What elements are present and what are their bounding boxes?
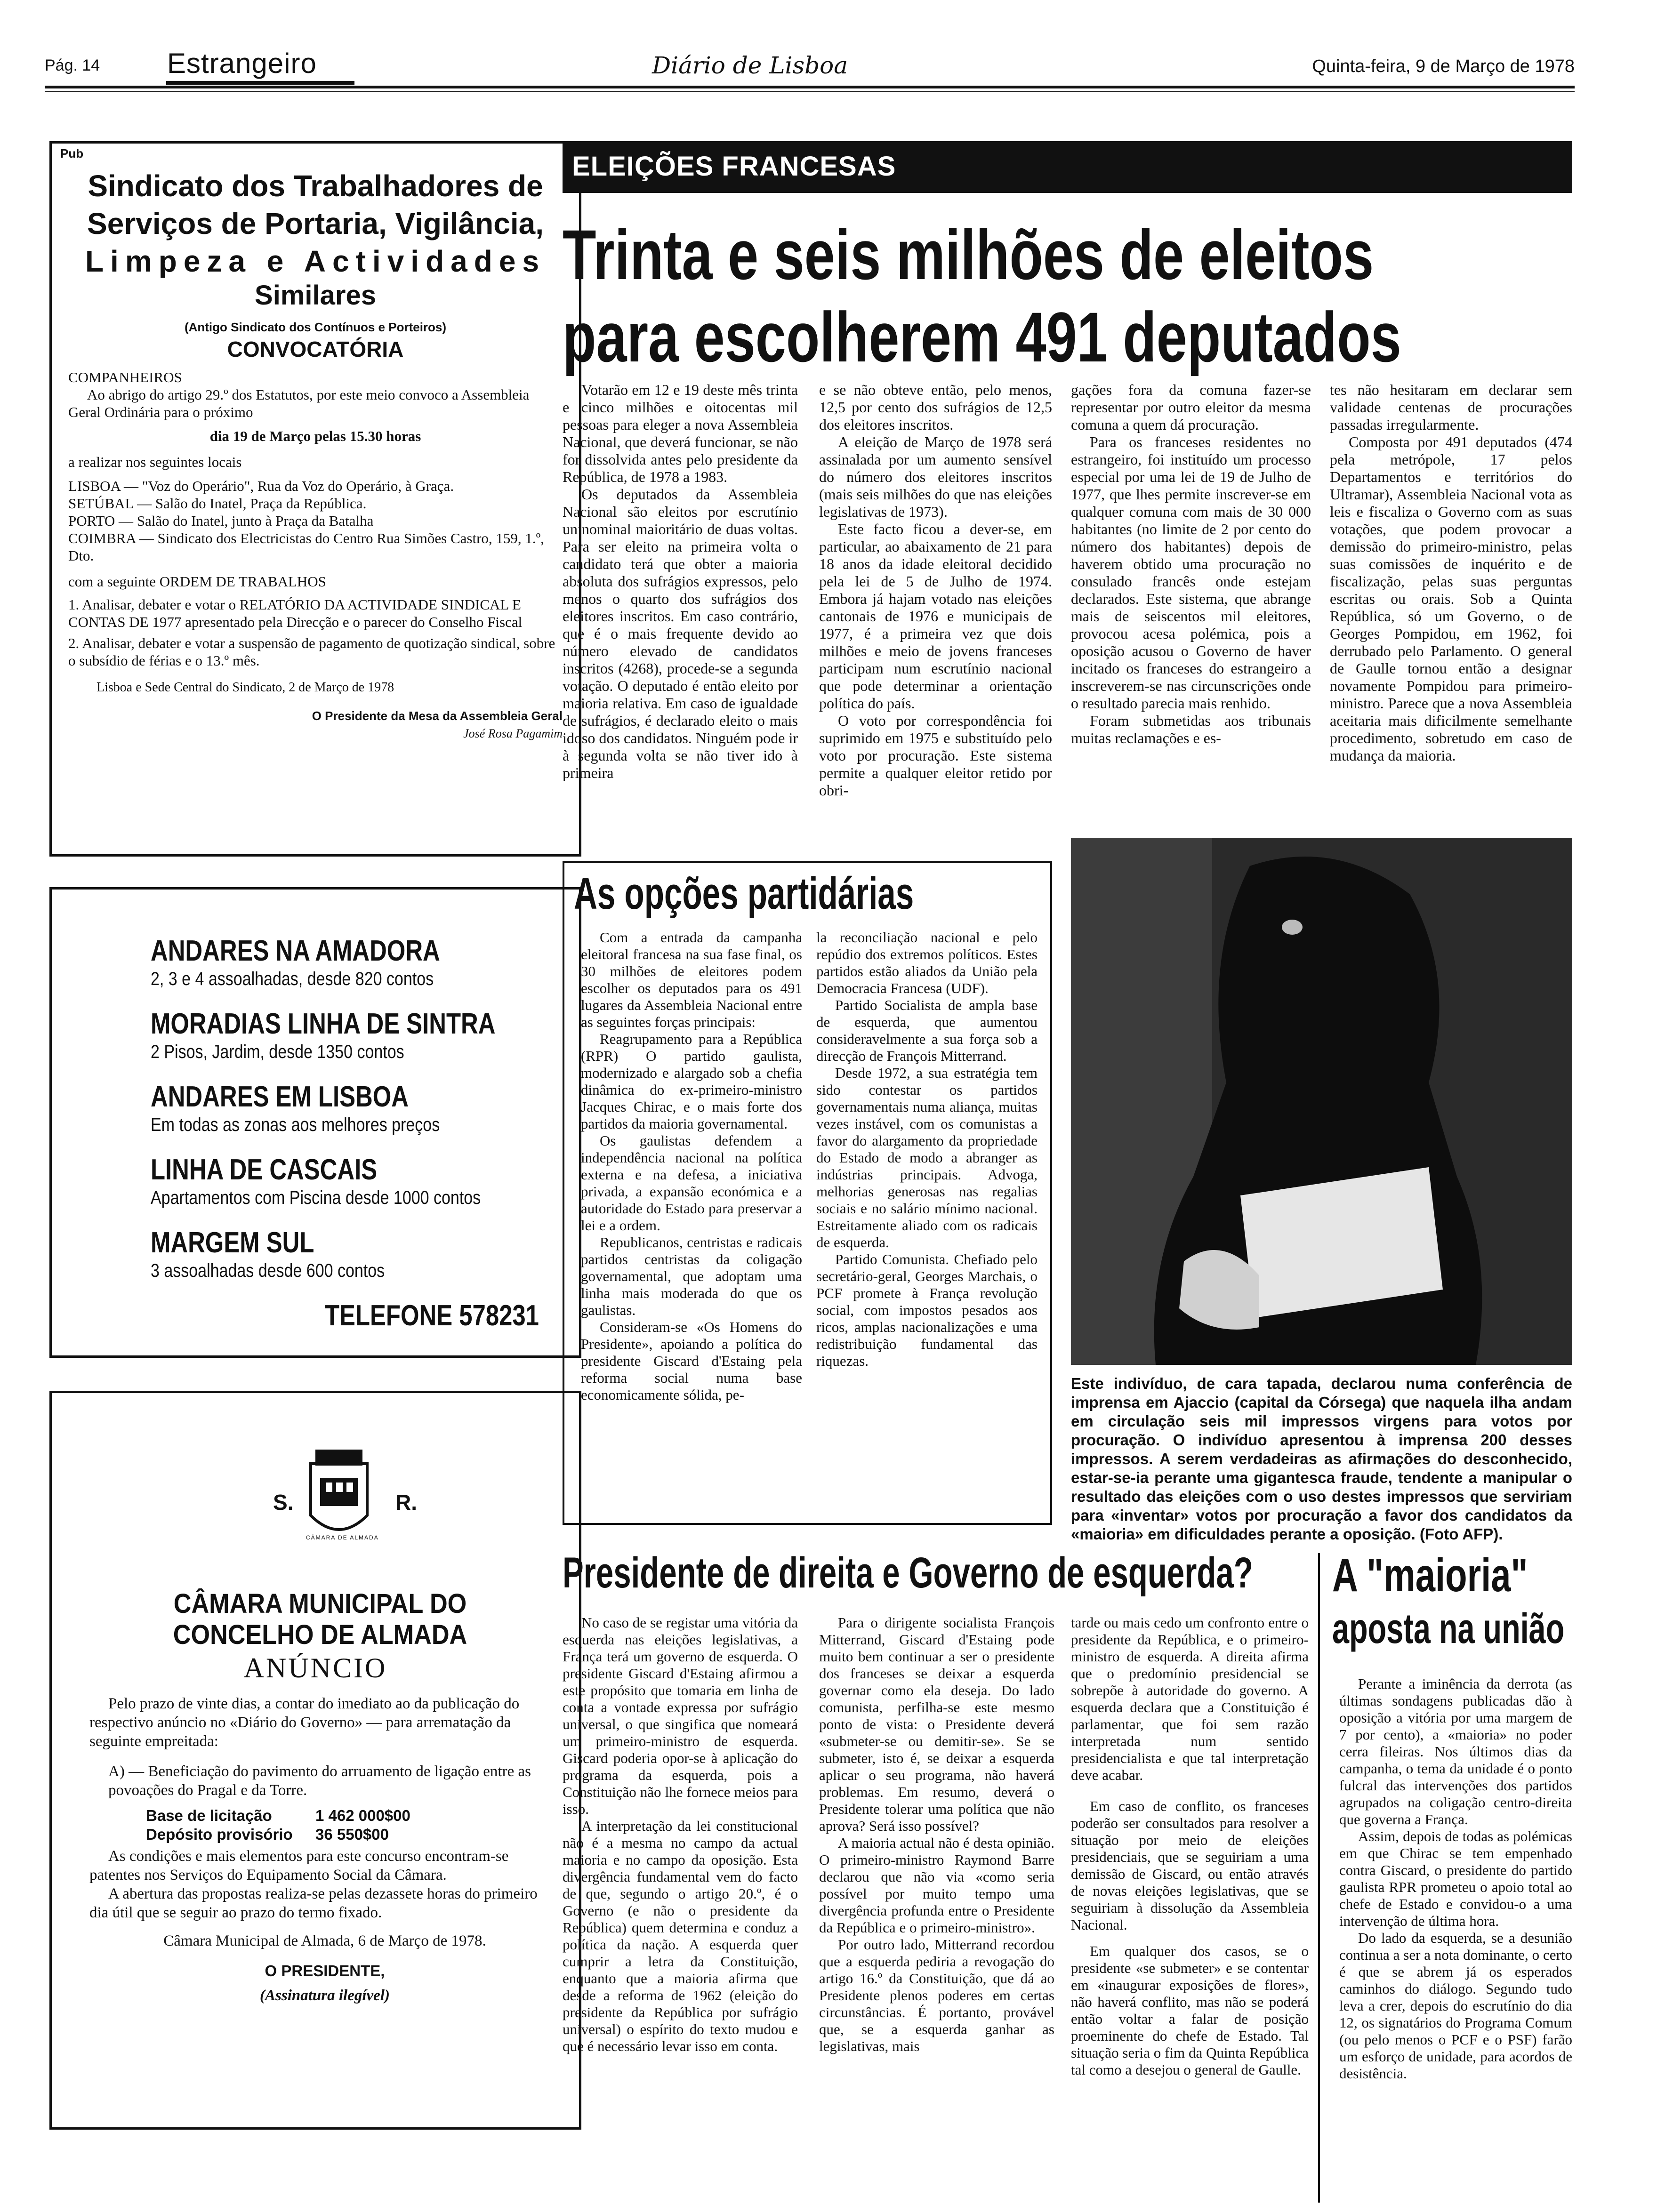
issue-date: Quinta-feira, 9 de Março de 1978 (1312, 56, 1575, 76)
sidebar-headline: As opções partidárias (574, 868, 914, 919)
paragraph: Assim, depois de todas as polémicas em que Chirac se tem empenhado contra Giscard, o presidente do partido gaulista RPR prometeu o apoio total ao chefe de Estado e convidou-o a uma intervenção de última hora. (1339, 1828, 1572, 1929)
paragraph: la reconciliação nacional e pelo repúdio dos extremos políticos. Estes partidos estão aliados da União pela Democracia Francesa (UDF). (816, 929, 1038, 996)
paragraph: tes não hesitaram em declarar sem validade centenas de procurações passadas irregularmente. (1330, 381, 1572, 433)
signature: (Assinatura ilegível) (260, 1987, 390, 2004)
section-name: Estrangeiro (167, 48, 317, 79)
paragraph: Votarão em 12 e 19 deste mês trinta e cinco milhões e oitocentas mil pessoas para eleger a nova Assembleia Nacional, que deverá funcionar, se não for dissolvida antes pelo presidente da República, de 1978 a 1983. (563, 381, 798, 485)
paragraph: Para os franceses residentes no estrangeiro, foi instituído um processo especial por uma lei de 19 de Julho de 1977, que lhes permite inscrever-se em qualquer comuna com mais de 30 000 habitantes (no limite de 2 por cento do número dos habitantes) depois de haverem obtido uma procuração no consulado francês onde estejam declarados. Este sistema, que abrange mais de seiscentos mil eleitores, provocou acesa polémica, pois a oposição acusou o Governo de haver incitado os franceses do estrangeiro a inscreverem-se nas circunscrições onde o resultado parecia mais renhido. (1071, 433, 1311, 712)
listing-title: ANDARES EM LISBOA (151, 1081, 409, 1113)
listing-detail: Apartamentos com Piscina desde 1000 contos (151, 1187, 481, 1208)
listing-detail: 3 assoalhadas desde 600 contos (151, 1260, 385, 1281)
listing-detail: 2, 3 e 4 assoalhadas, desde 820 contos (151, 969, 434, 989)
president-column-1 (563, 1614, 798, 2200)
sidebar-column-2 (816, 929, 1038, 1517)
paragraph: A eleição de Março de 1978 será assinalada por um aumento sensível do número dos eleitores inscritos (mais seis milhões do que nas eleições legislativas de 1973). (819, 433, 1052, 520)
agenda-item: 1. Analisar, debater e votar o RELATÓRIO DA ACTIVIDADE SINDICAL E CONTAS DE 1977 apresentado pela Direcção e o parecer do Conselho Fiscal (68, 596, 523, 630)
place-item: PORTO — Salão do Inatel, junto à Praça da Batalha (68, 513, 374, 529)
paragraph: Em caso de conflito, os franceses poderão ser consultados para resolver a situação por meio de eleições presidenciais, que se seguiriam a uma demissão de Giscard, ou então através de novas eleições legislativas, que se seguiriam à dissolução da Assembleia Nacional. (1071, 1798, 1309, 1933)
paragraph: No caso de se registar uma vitória da esquerda nas eleições legislativas, a França terá um governo de esquerda. O presidente Giscard d'Estaing afirmou a este propósito que tomaria em linha de conta a vontade expressa por sufrágio universal, o que singifica que nomeará um primeiro-ministro de esquerda. Giscard poderia opor-se à aplicação do programa da esquerda, pois a Constituição não lhe fornece meios para isso. (563, 1614, 798, 1817)
listing-title: LINHA DE CASCAIS (151, 1154, 378, 1186)
paragraph: O voto por correspondência foi suprimido em 1975 e substituído pelo voto por procuração. Este sistema permite a qualquer eleitor retido por obri- (819, 712, 1052, 799)
main-column-3 (1071, 381, 1311, 833)
place-date: Câmara Municipal de Almada, 6 de Março de 1978. (163, 1932, 486, 1949)
union-former-name: (Antigo Sindicato dos Contínuos e Porteiros) (184, 320, 447, 334)
seal-right-letter: R. (395, 1490, 417, 1515)
intro: Ao abrigo do artigo 29.º dos Estatutos, por este meio convoco a Assembleia Geral Ordinária para o próximo (68, 386, 530, 420)
union-name-line4: Similares (255, 280, 376, 311)
seal-left-letter: S. (273, 1490, 294, 1515)
masthead-rule (45, 86, 1575, 88)
paragraph: Do lado da esquerda, se a desunião continua a ser a nota dominante, o certo é que se abrem já os esperados caminhos do diálogo. Segundo tudo leva a crer, depois do escrutínio do dia 12, os signatários do Programa Comum (ou pelo menos o PCF e o PSF) farão um esforço de unidade, para acordos de desistência. (1339, 1930, 1572, 2082)
president-column-3 (1071, 1614, 1309, 2200)
paragraph: Os deputados da Assembleia Nacional são eleitos por escrutínio uninominal maioritário de duas voltas. Para ser eleito na primeira volta o candidato terá que obter a maioria absoluta dos sufrágios expressos, pelo menos o quarto dos sufrágios dos eleitores inscritos. Em caso contrário, que é o mais frequente devido ao número elevado de candidatos inscritos (4268), procede-se a segunda votação. O deputado é então eleito por maioria relativa. Em caso de igualdade de sufrágios, é declarado eleito o mais idoso dos candidatos. Ninguém pode ir à segunda volta se não tiver ido à primeira (563, 486, 798, 781)
union-name-line3: Limpeza e Actividades (85, 244, 546, 278)
main-column-4 (1330, 381, 1572, 824)
paragraph: Reagrupamento para a República (RPR) O partido gaulista, modernizado e alargado sob a chefia dinâmica do ex-primeiro-ministro Jacques Chirac, e o mais forte dos partidos da maioria governamental. (581, 1031, 802, 1132)
ad-tag: Pub (60, 146, 84, 160)
signer-name: José Rosa Pagamim (463, 727, 563, 740)
main-column-1 (563, 381, 798, 842)
place-date: Lisboa e Sede Central do Sindicato, 2 de Março de 1978 (97, 680, 394, 695)
listing-title: ANDARES NA AMADORA (151, 935, 440, 967)
paragraph: Composta por 491 deputados (474 pela metrópole, 17 pelos Departamentos e territórios do Ultramar), Assembleia Nacional vota as leis e fiscaliza o Governo com as suas votações, que podem provocar a demissão do primeiro-ministro, pelas suas comissões de inquérito e de fiscalização, pelas suas perguntas escritas ou orais. Sob a Quinta República, só um Governo, o de Georges Pompidou, em 1962, foi derrubado pelo Parlamento. O general de Gaulle tornou então a designar novamente Pompidou para primeiro-ministro. Parece que a nova Assembleia aceitaria mais dificilmente semelhante procedimento, sobretudo em caso de mudança da maioria. (1330, 433, 1572, 764)
base-bid-row (146, 1806, 560, 1825)
meeting-time: dia 19 de Março pelas 15.30 horas (209, 428, 421, 444)
section-underline (166, 81, 354, 85)
president-column-2 (819, 1614, 1054, 2200)
announcement-text: A abertura das propostas realiza-se pelas dezassete horas do primeiro dia útil que se seguir ao prazo do termo fixado. (89, 1885, 538, 1921)
paragraph: Em qualquer dos casos, se o presidente «se submeter» e se contentar em «inaugurar exposições de flores», não haverá conflito, mas não se poderá então voltar a falar de posição proeminente do chefe de Estado. Tal situação seria o fim da Quinta República tal como a desejou o general de Gaulle. (1071, 1943, 1309, 2078)
sidebar-column-1 (581, 929, 802, 1517)
base-bid-label: Base de licitação (146, 1807, 272, 1824)
paragraph: Este facto ficou a dever-se, em particular, ao abaixamento de 21 para 18 anos da idade eleitoral decidido pela lei de 5 de Julho de 1974. Embora já hajam votado nas eleições cantonais de 1976 e municipais de 1977, é a primeira vez que dois milhões e meio de jovens franceses participam num escrutínio nacional que pode determinar a orientação política do país. (819, 521, 1052, 712)
work-item: A) — Beneficiação do pavimento do arruamento de ligação entre as povoações do Pragal e da Torre. (108, 1763, 531, 1799)
paragraph: e se não obteve então, pelo menos, 12,5 por cento dos sufrágios de 12,5 dos eleitores inscritos. (819, 381, 1052, 433)
signer-title: O PRESIDENTE, (265, 1962, 385, 1980)
paragraph: tarde ou mais cedo um confronto entre o presidente da República, e o primeiro-ministro de esquerda. A direita afirma que o predomínio presidencial se sobrepõe à autoridade do governo. A esquerda declara que a Constituição é parlamentar, que foi sem razão interpretada num sentido presidencialista e que tal interpretação deve acabar. (1071, 1614, 1309, 1783)
paragraph: Partido Comunista. Chefiado pelo secretário-geral, Georges Marchais, o PCF promete à França revolução social, com impostos pesados aos ricos, amplas nacionalizações e uma redistribuição fundamental das riquezas. (816, 1251, 1038, 1369)
paragraph: Perante a iminência da derrota (as últimas sondagens publicadas dão à oposição a vitória por uma margem de 7 por cento), a «maioria» no poder cerra fileiras. Nos últimos dias da campanha, o tema da unidade é o ponto fulcral das intervenções dos partidos agrupados na coligação centro-direita que governa a França. (1339, 1675, 1572, 1827)
column-rule (1318, 1553, 1320, 2203)
deposit-row (146, 1825, 560, 1844)
phone-number: TELEFONE 578231 (325, 1299, 539, 1332)
paragraph: Foram submetidas aos tribunais muitas reclamações e es- (1071, 712, 1311, 746)
main-headline-line2: para escolherem 491 deputados (563, 297, 1401, 377)
announcement-heading: ANÚNCIO (243, 1652, 387, 1683)
union-name-line1: Sindicato dos Trabalhadores de (88, 169, 543, 203)
paragraph: A interpretação da lei constitucional não é a mesma no campo da actual maioria e no campo da oposição. Esta divergência fundamental vem do facto de que, segundo o artigo 20.º, é o Governo (e não o presidente da República) quem determina e conduz a política da nação. A esquerda quer cumprir a letra da Constituição, enquanto que a maioria afirma que desde a reforma de 1962 (eleição do presidente da República por sufrágio universal) o espírito do texto mudou e que é necessário levar isso em conta. (563, 1818, 798, 2054)
photo-caption: Este indivíduo, de cara tapada, declarou numa conferência de imprensa em Ajaccio (capital da Córsega) que naquela ilha andam em circulação seis mil impressos virgens para votos por procuração. O indivíduo apresentou à imprensa 200 desses impressos. A serem verdadeiras as afirmações do desconhecido, estar-se-ia perante uma gigantesca fraude, tendente a manipular o resultado das eleições com o uso destes impressos que serviriam para «inventar» votos por procuração a favor dos candidatos da «maioria» em dificuldades perante a oposição. (Foto AFP). (1071, 1375, 1572, 1543)
paragraph: Com a entrada da campanha eleitoral francesa na sua fase final, os 30 milhões de eleitores podem escolher os deputados para os 491 lugares da Assembleia Nacional entre as seguintes forças principais: (581, 929, 802, 1030)
paragraph: Os gaulistas defendem a independência nacional na política externa e na defesa, a iniciativa privada, a expansão económica e a autoridade do Estado para preservar a lei e a ordem. (581, 1132, 802, 1234)
deposit-value: 36 550$00 (315, 1826, 389, 1843)
place-item: LISBOA — "Voz do Operário", Rua da Voz do Operário, à Graça. (68, 478, 454, 494)
section-kicker: ELEIÇÕES FRANCESAS (563, 141, 1572, 193)
president-headline: Presidente de direita e Governo de esquerda? (563, 1549, 1253, 1597)
municipal-seal-icon (297, 1445, 381, 1548)
paragraph: Republicanos, centristas e radicais partidos centristas da coligação governamental, que adoptam uma linha mais moderada do que os gaulistas. (581, 1234, 802, 1318)
union-name (52, 167, 579, 311)
base-bid-value: 1 462 000$00 (315, 1807, 410, 1824)
agenda-intro: com a seguinte ORDEM DE TRABALHOS (68, 573, 326, 590)
paragraph: gações fora da comuna fazer-se representar por outro eleitor da mesma comuna a quem dá procuração. (1071, 381, 1311, 433)
seal-caption: CÂMARA DE ALMADA (306, 1534, 379, 1541)
council-name: CÂMARA MUNICIPAL DO CONCELHO DE ALMADA (173, 1588, 467, 1650)
majority-headline-line2: aposta na união (1332, 1605, 1565, 1652)
signer-title: O Presidente da Mesa da Assembleia Geral (312, 709, 563, 723)
listing-detail: Em todas as zonas aos melhores preços (151, 1114, 440, 1135)
union-name-line2: Serviços de Portaria, Vigilância, (87, 207, 544, 240)
salute: COMPANHEIROS (68, 369, 182, 385)
page-number: Pág. 14 (45, 56, 100, 74)
masthead-rule-thin (45, 91, 1575, 92)
notice-body (68, 369, 563, 742)
hooded-figure-image (1071, 838, 1572, 1365)
notice-heading: CONVOCATÓRIA (227, 337, 404, 361)
majority-column (1339, 1675, 1572, 2200)
announcement-text: As condições e mais elementos para este concurso encontram-se patentes nos Serviços do Equipamento Social da Câmara. (89, 1848, 509, 1883)
news-photo (1071, 838, 1572, 1365)
main-headline-line1: Trinta e seis milhões de eleitos (563, 215, 1374, 294)
agenda-item: 2. Analisar, debater e votar a suspensão de pagamento de quotização sindical, sobre o subsídio de férias e o 13.º mês. (68, 635, 555, 669)
party-options-sidebar (563, 861, 1052, 1525)
main-column-2 (819, 381, 1052, 842)
masthead (45, 38, 1575, 89)
municipal-notice-ad (49, 1391, 581, 2130)
paragraph: Para o dirigente socialista François Mitterrand, Giscard d'Estaing pode muito bem continuar a ser o presidente dos franceses se deixar a esquerda governar como ela deseja. Do lado comunista, perfilha-se este mesmo ponto de vista: o Presidente deverá «submeter-se ou demitir-se». Se se submeter, isto é, se deixar a esquerda aplicar o seu programa, não haverá problemas. Em resumo, deverá o Presidente tolerar uma política que não aprova? Será isso possível? (819, 1614, 1054, 1834)
place-item: COIMBRA — Sindicato dos Electricistas do Centro Rua Simões Castro, 159, 1.º, Dto. (68, 530, 545, 564)
announcement-body (89, 1694, 560, 2005)
majority-headline-line1: A "maioria" (1332, 1549, 1528, 1602)
paragraph: A maioria actual não é desta opinião. O primeiro-ministro Raymond Barre declarou que não via «como seria possível por muito tempo uma divergência profunda entre o Presidente da República e o primeiro-ministro». (819, 1835, 1054, 1936)
listing-title: MARGEM SUL (151, 1226, 314, 1259)
paragraph: Por outro lado, Mitterrand recordou que a esquerda pediria a revogação do artigo 16.º da Constituição, que dá ao Presidente plenos poderes em certas circunstâncias. É portanto, provável que, se a esquerda ganhar as legislativas, mais (819, 1936, 1054, 2054)
paragraph: Desde 1972, a sua estratégia tem sido contestar os partidos governamentais numa aliança, muitas vezes instável, com os comunistas a favor do alargamento da propriedade do Estado de modo a abranger as indústrias principais. Advoga, melhorias generosas nas regalias sociais e no salário mínimo nacional. Estreitamente aliado com os radicais de esquerda. (816, 1065, 1038, 1250)
paragraph: Partido Socialista de ampla base de esquerda, que aumentou consideravelmente a sua força sob a direcção de François Mitterrand. (816, 997, 1038, 1064)
announcement-text: Pelo prazo de vinte dias, a contar do imediato ao da publicação do respectivo anúncio no «Diário do Governo» — para arrematação da seguinte empreitada: (89, 1695, 520, 1750)
newspaper-title: Diário de Lisboa (652, 52, 848, 79)
listing-title: MORADIAS LINHA DE SINTRA (151, 1008, 496, 1040)
place-item: SETÚBAL — Salão do Inatel, Praça da República. (68, 495, 367, 512)
deposit-label: Depósito provisório (146, 1826, 293, 1843)
listing-detail: 2 Pisos, Jardim, desde 1350 contos (151, 1042, 404, 1062)
real-estate-ad (49, 887, 581, 1358)
paragraph: Consideram-se «Os Homens do Presidente», apoiando a política do presidente Giscard d'Estaing pela reforma social numa base economicamente sólida, pe- (581, 1319, 802, 1403)
union-notice-ad (49, 141, 581, 857)
places-intro: a realizar nos seguintes locais (68, 454, 242, 470)
